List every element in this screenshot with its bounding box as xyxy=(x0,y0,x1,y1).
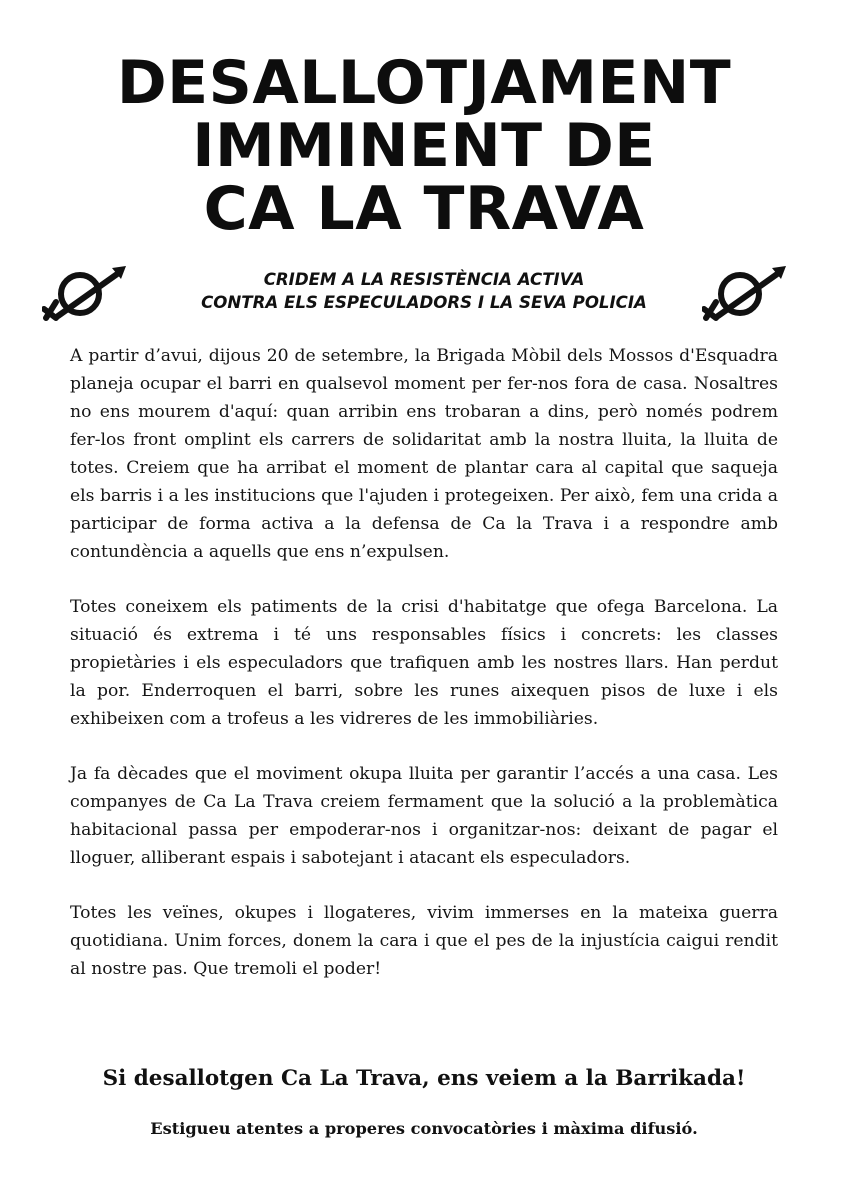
subtitle-line-2: CONTRA ELS ESPECULADORS I LA SEVA POLICIA xyxy=(201,293,647,312)
page-title xyxy=(0,48,848,244)
title-line-2: IMMINENT DE xyxy=(192,111,656,181)
footnote: Estigueu atentes a properes convocatòries i màxima difusió. xyxy=(150,1119,698,1138)
squatter-symbol-icon xyxy=(42,262,142,324)
subtitle-line-1: CRIDEM A LA RESISTÈNCIA ACTIVA xyxy=(263,270,585,289)
paragraph: Totes coneixem els patiments de la crisi d'habitatge que ofega Barcelona. La situació és extrema i té uns responsables físics i concrets: les classes propietàries i els especuladors que trafiquen amb les nostres llars. Han perdut la por. Enderroquen el barri, sobre les runes aixequen pisos de luxe i els exhibeixen com a trofeus a les vidreres de les immobiliàries. xyxy=(70,597,778,729)
paragraph: Totes les veïnes, okupes i llogateres, vivim immerses en la mateixa guerra quotidiana. Unim forces, donem la cara i que el pes de la injustícia caigui rendit al nostre pas. Que tremoli el poder! xyxy=(70,903,778,979)
paragraph: A partir d’avui, dijous 20 de setembre, la Brigada Mòbil dels Mossos d'Esquadra planeja ocupar el barri en qualsevol moment per fer-nos fora de casa. Nosaltres no ens mourem d'aquí: quan arribin ens trobaran a dins, però només podrem fer-los front omplint els carrers de solidaritat amb la nostra lluita, la lluita de totes. Creiem que ha arribat el moment de plantar cara al capital que saqueja els barris i a les institucions que l'ajuden i protegeixen. Per això, fem una crida a participar de forma activa a la defensa de Ca la Trava i a respondre amb contundència a aquells que ens n’expulsen. xyxy=(70,346,778,562)
title-line-1: DESALLOTJAMENT xyxy=(116,48,732,118)
squatter-symbol-icon xyxy=(702,262,802,324)
paragraph: Ja fa dècades que el moviment okupa lluita per garantir l’accés a una casa. Les companyes de Ca La Trava creiem fermament que la solució a la problemàtica habitacional passa per empoderar-nos i organitzar-nos: deixant de pagar el lloguer, alliberant espais i sabotejant i atacant els especuladors. xyxy=(70,764,778,868)
subtitle xyxy=(150,268,698,314)
body-text xyxy=(70,342,778,1010)
slogan: Si desallotgen Ca La Trava, ens veiem a la Barrikada! xyxy=(102,1066,746,1091)
title-line-3: CA LA TRAVA xyxy=(203,174,645,244)
